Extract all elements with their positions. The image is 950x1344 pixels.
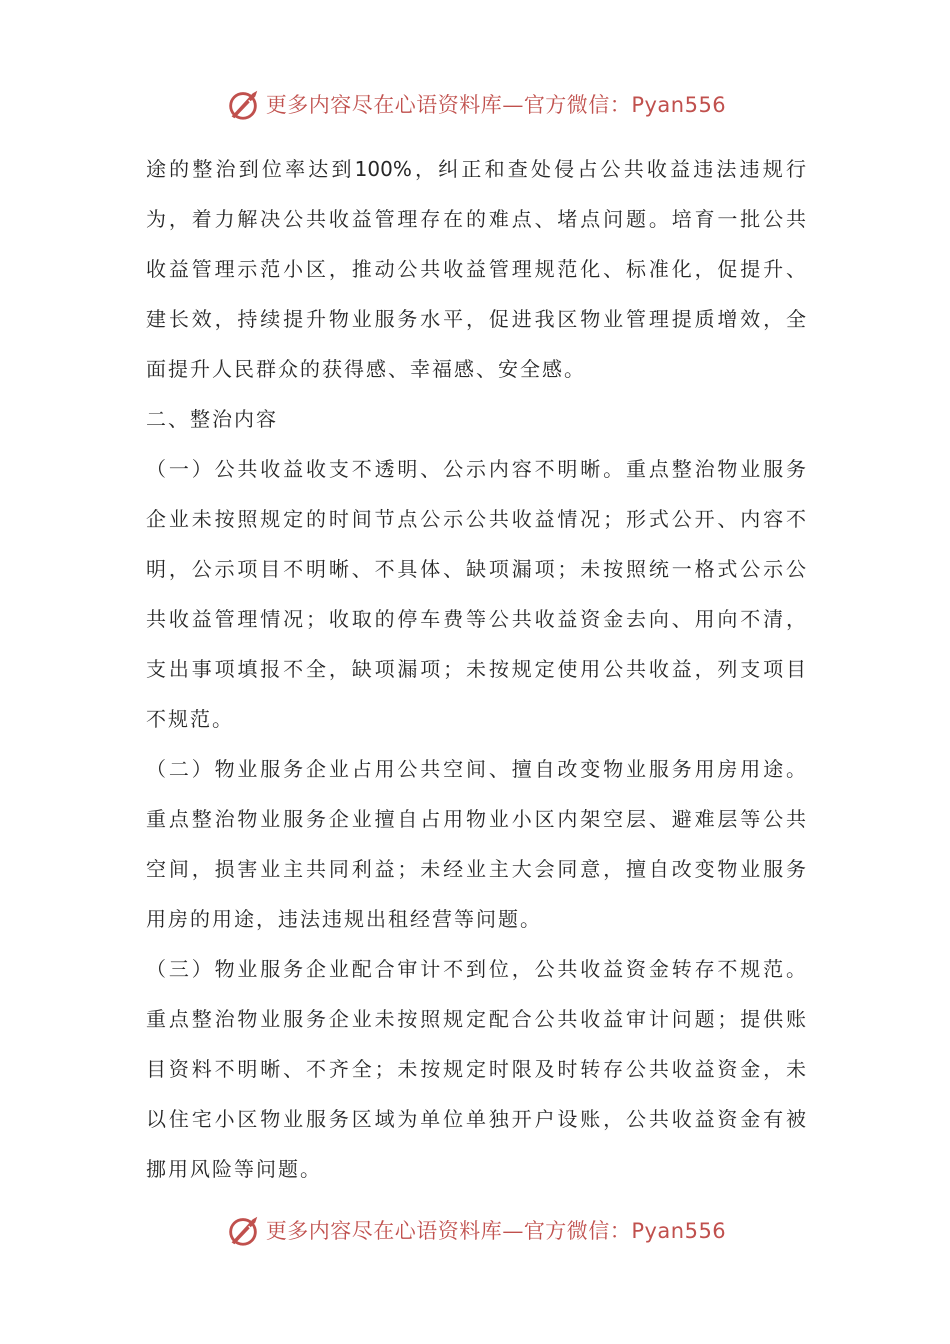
footer-banner <box>0 1208 950 1252</box>
text-line: 明，公示项目不明晰、不具体、缺项漏项；未按照统一格式公示公 <box>146 557 806 581</box>
section-heading: 二、整治内容 <box>146 407 278 431</box>
banner-official-label: 官方微信： <box>523 93 632 117</box>
text-line: 空间，损害业主共同利益；未经业主大会同意，擅自改变物业服务 <box>146 857 806 881</box>
text-line: 企业未按照规定的时间节点公示公共收益情况；形式公开、内容不 <box>146 507 806 531</box>
header-banner <box>0 82 950 126</box>
text-line: 途的整治到位率达到100%，纠正和查处侵占公共收益违法违规行 <box>146 157 806 181</box>
text-line: 支出事项填报不全，缺项漏项；未按规定使用公共收益，列支项目 <box>146 657 806 681</box>
text-line: 重点整治物业服务企业未按照规定配合公共收益审计问题；提供账 <box>146 1007 806 1031</box>
document-body <box>146 144 806 1194</box>
text-line: 面提升人民群众的获得感、幸福感、安全感。 <box>146 357 586 381</box>
text-line: 以住宅小区物业服务区域为单位单独开户设账，公共收益资金有被 <box>146 1107 806 1131</box>
banner-official-label: 官方微信： <box>523 1219 632 1243</box>
text-line: 不规范。 <box>146 707 234 731</box>
banner-dash: — <box>502 93 524 117</box>
banner-text <box>266 89 726 119</box>
banner-main-text: 更多内容尽在心语资料库 <box>265 1219 503 1243</box>
text-line: 为，着力解决公共收益管理存在的难点、堵点问题。培育一批公共 <box>146 207 806 231</box>
banner-dash: — <box>502 1219 524 1243</box>
text-line: 目资料不明晰、不齐全；未按规定时限及时转存公共收益资金，未 <box>146 1057 806 1081</box>
text-line: 挪用风险等问题。 <box>146 1157 322 1181</box>
banner-wechat-id: Pyan556 <box>631 93 727 117</box>
banner-text <box>266 1215 726 1245</box>
text-line: （一）公共收益收支不透明、公示内容不明晰。重点整治物业服务 <box>146 457 806 481</box>
text-line: 共收益管理情况；收取的停车费等公共收益资金去向、用向不清， <box>146 607 806 631</box>
text-line: 重点整治物业服务企业擅自占用物业小区内架空层、避难层等公共 <box>146 807 806 831</box>
text-line: 收益管理示范小区，推动公共收益管理规范化、标准化，促提升、 <box>146 257 806 281</box>
banner-wechat-id: Pyan556 <box>631 1219 727 1243</box>
text-line: （二）物业服务企业占用公共空间、擅自改变物业服务用房用途。 <box>146 757 806 781</box>
banner-main-text: 更多内容尽在心语资料库 <box>265 93 503 117</box>
text-line: 用房的用途，违法违规出租经营等问题。 <box>146 907 542 931</box>
text-line: 建长效，持续提升物业服务水平，促进我区物业管理提质增效，全 <box>146 307 806 331</box>
pen-circle-logo-icon <box>224 85 262 123</box>
pen-circle-logo-icon <box>224 1211 262 1249</box>
text-line: （三）物业服务企业配合审计不到位，公共收益资金转存不规范。 <box>146 957 806 981</box>
